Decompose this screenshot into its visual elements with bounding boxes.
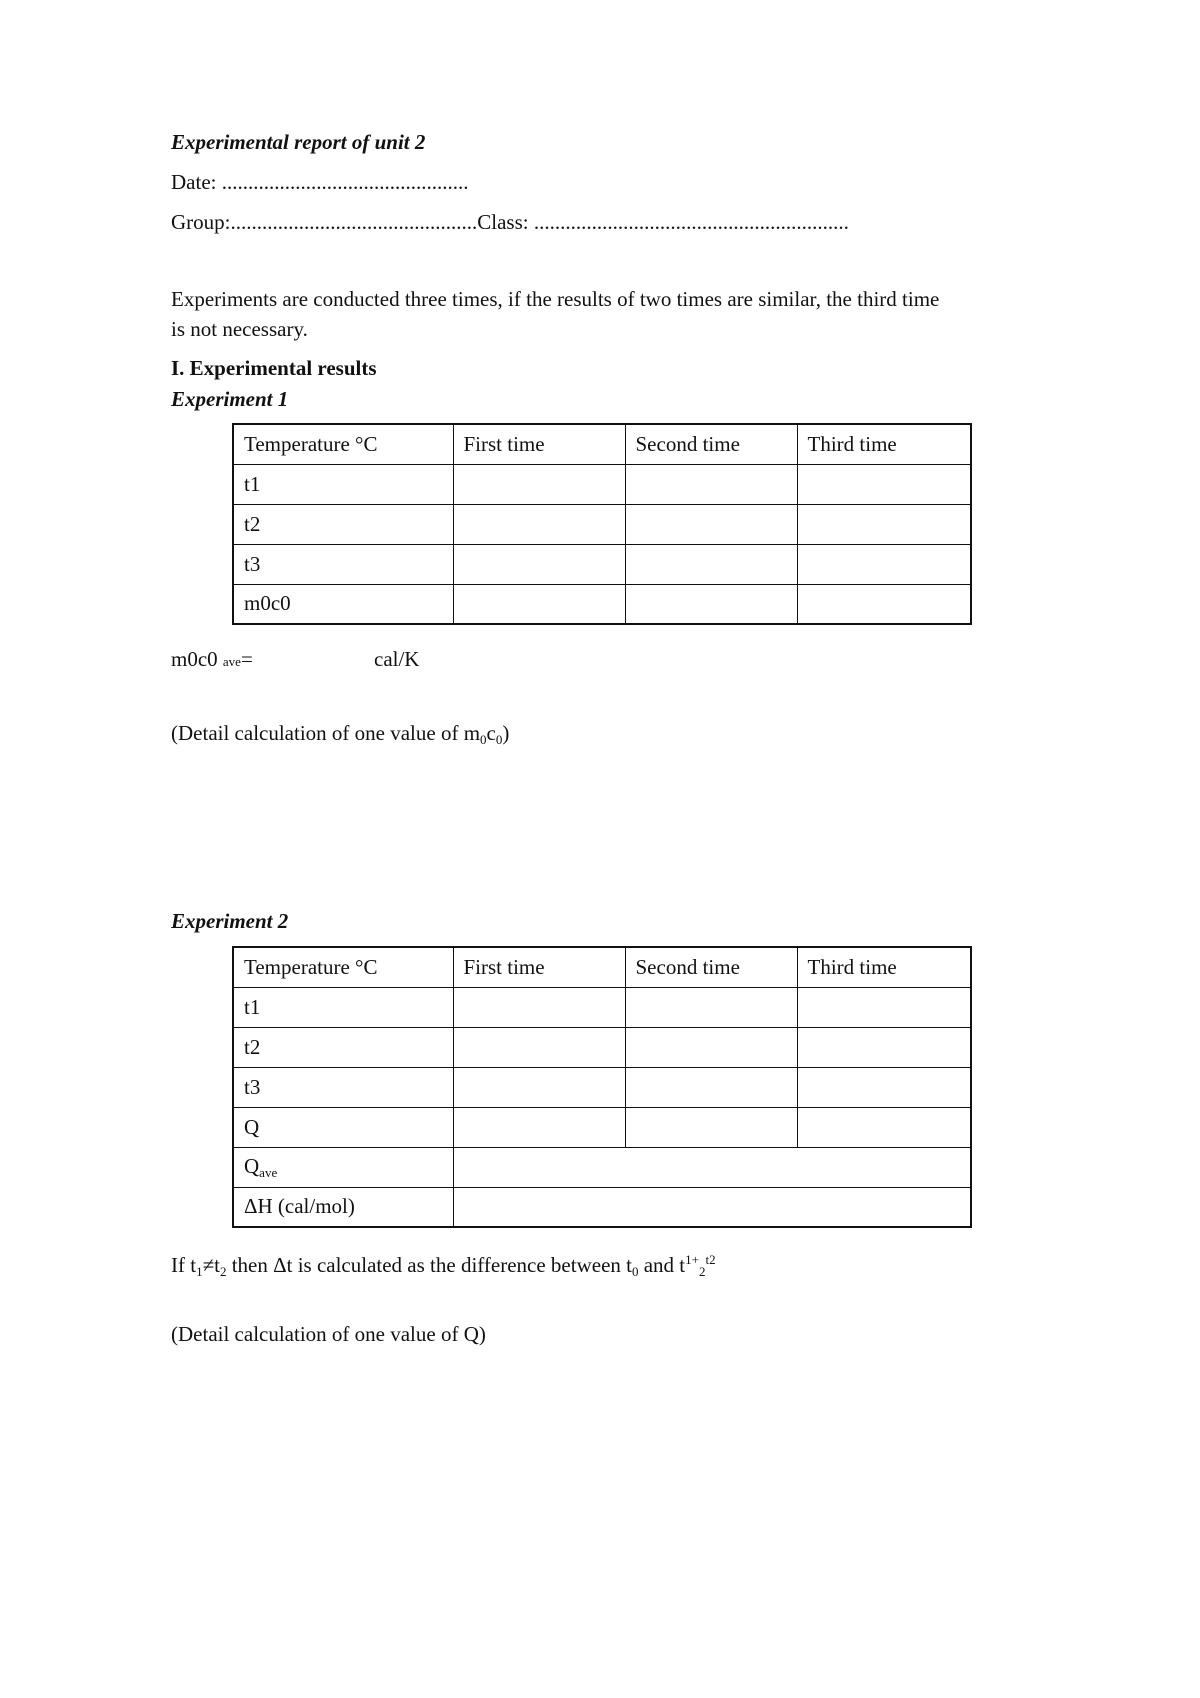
page-title: Experimental report of unit 2 [171,130,426,154]
table-row [233,1067,971,1107]
row-label: m0c0 [233,584,453,624]
header-cell: Temperature °C [233,424,453,464]
table-row [233,987,971,1027]
row-label: Q [233,1107,453,1147]
avg-eq: = [240,647,253,671]
table-header-row [233,947,971,987]
entry-cell[interactable] [453,464,625,504]
experiment-2-table [232,946,972,1228]
header-cell: Third time [797,947,971,987]
class-field[interactable]: ............................................................ [533,210,849,234]
entry-cell[interactable] [625,987,797,1027]
entry-cell[interactable] [625,504,797,544]
entry-cell[interactable] [453,544,625,584]
entry-cell[interactable] [453,584,625,624]
date-line [171,172,468,193]
qave-entry-cell[interactable] [453,1147,971,1187]
entry-cell[interactable] [453,987,625,1027]
entry-cell[interactable] [797,1107,971,1147]
table-row [233,1147,971,1187]
experiment-1-table [232,423,972,625]
section-heading: I. Experimental results [171,356,377,380]
table-row [233,1107,971,1147]
header-cell: First time [453,424,625,464]
header-cell: Third time [797,424,971,464]
group-label: Group: [171,210,231,234]
header-cell: Second time [625,947,797,987]
date-field[interactable]: ............................................... [221,170,469,194]
entry-cell[interactable] [625,464,797,504]
table-row [233,464,971,504]
group-field[interactable]: ............................................... [230,210,478,234]
header-cell: Second time [625,424,797,464]
table-header-row [233,424,971,464]
entry-cell[interactable] [797,584,971,624]
entry-cell[interactable] [625,1027,797,1067]
avg-label: m0c0 [171,647,223,671]
entry-cell[interactable] [453,1067,625,1107]
avg-sub: ave [222,654,241,669]
entry-cell[interactable] [625,1067,797,1107]
row-label: ΔH (cal/mol) [233,1187,453,1227]
date-label: Date: [171,170,222,194]
row-label: t2 [233,504,453,544]
delta-h-entry-cell[interactable] [453,1187,971,1227]
entry-cell[interactable] [797,464,971,504]
entry-cell[interactable] [625,1107,797,1147]
table-row [233,544,971,584]
entry-cell[interactable] [453,504,625,544]
entry-cell[interactable] [625,584,797,624]
table-row [233,504,971,544]
row-label: $Q_{ave}$ [233,1147,453,1187]
m0c0-average-line [171,649,253,670]
entry-cell[interactable] [453,1107,625,1147]
entry-cell[interactable] [453,1027,625,1067]
avg-unit: cal/K [374,647,420,671]
table-row [233,584,971,624]
header-cell: First time [453,947,625,987]
experiment-2-note: If $t_1\ne t_2$ then Δt is calculated as the difference between $t_0$ and $t^{1+}_2^{t2}$ [171,1252,716,1279]
entry-cell[interactable] [797,987,971,1027]
entry-cell[interactable] [797,1067,971,1107]
entry-cell[interactable] [797,504,971,544]
row-label: t2 [233,1027,453,1067]
entry-cell[interactable] [625,544,797,584]
row-label: t1 [233,464,453,504]
group-class-line [171,212,849,233]
experiment-1-title: Experiment 1 [171,387,289,411]
class-label: Class: [477,210,534,234]
experiment-2-detail-note: (Detail calculation of one value of Q) [171,1322,486,1346]
entry-cell[interactable] [797,1027,971,1067]
table-row [233,1027,971,1067]
header-cell: Temperature °C [233,947,453,987]
table-row [233,1187,971,1227]
experiment-2-title: Experiment 2 [171,909,289,933]
intro-line-2: is not necessary. [171,317,308,341]
entry-cell[interactable] [797,544,971,584]
row-label: t3 [233,1067,453,1107]
experiment-1-detail-note: (Detail calculation of one value of $m_0c_0$) [171,721,510,747]
row-label: t1 [233,987,453,1027]
intro-line-1: Experiments are conducted three times, if the results of two times are similar, the third time [171,287,940,311]
row-label: t3 [233,544,453,584]
